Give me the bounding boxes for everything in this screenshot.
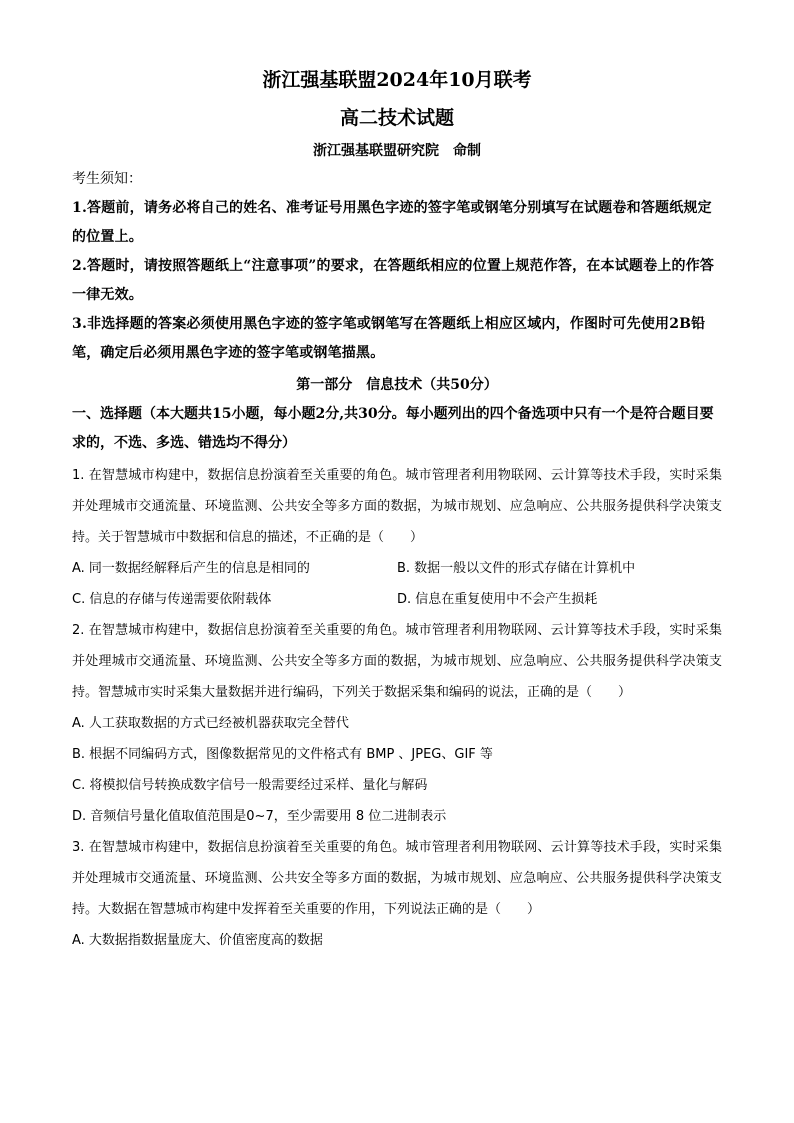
question-1-option-a: A. 同一数据经解释后产生的信息是相同的: [72, 561, 310, 576]
question-3-stem: 3. 在智慧城市构建中，数据信息扮演着至关重要的角色。城市管理者利用物联网、云计算等技术手段，实时采集并处理城市交通流量、环境监测、公共安全等多方面的数据，为城市规划、应急响应、公共服务提供科学决策支持。大数据在智慧城市构建中发挥着至关重要的作用，下列说法正确的是（ ）: [72, 840, 722, 917]
question-1-option-d: D. 信息在重复使用中不会产生损耗: [397, 592, 598, 607]
question-2-option-d: D. 音频信号量化值取值范围是0~7，至少需要用 8 位二进制表示: [72, 809, 447, 824]
exam-author: 浙江强基联盟研究院 命制: [313, 143, 481, 159]
question-1-options-row-2: [72, 584, 722, 615]
question-1-option-b: B. 数据一般以文件的形式存储在计算机中: [397, 561, 636, 576]
notice-item-3: 3.非选择题的答案必须使用黑色字迹的签字笔或钢笔写在答题纸上相应区域内，作图时可先使用2B铅笔，确定后必须用黑色字迹的签字笔或钢笔描黑。: [72, 316, 706, 361]
question-1-options-row-1: [72, 553, 722, 584]
notice-heading: 考生须知：: [72, 171, 142, 187]
question-3-option-a: A. 大数据指数据量庞大、价值密度高的数据: [72, 933, 323, 948]
question-2-option-b: B. 根据不同编码方式，图像数据常见的文件格式有 BMP 、JPEG、GIF 等: [72, 747, 493, 762]
exam-page: [72, 66, 722, 956]
exam-title: 浙江强基联盟2024年10月联考: [262, 69, 532, 91]
notice-item-1: 1.答题前，请务必将自己的姓名、准考证号用黑色字迹的签字笔或钢笔分别填写在试题卷和答题纸规定的位置上。: [72, 200, 712, 245]
exam-subject: 高二技术试题: [339, 107, 454, 129]
part-title: 第一部分 信息技术（共50分）: [296, 377, 498, 393]
question-1-option-c: C. 信息的存储与传递需要依附载体: [72, 592, 272, 607]
section-title: 一、选择题（本大题共15小题，每小题2分,共30分。每小题列出的四个备选项中只有一个是符合题目要求的，不选、多选、错选均不得分）: [72, 406, 714, 451]
question-2-option-c: C. 将模拟信号转换成数字信号一般需要经过采样、量化与解码: [72, 778, 428, 793]
notice-item-2: 2.答题时，请按照答题纸上“注意事项”的要求，在答题纸相应的位置上规范作答，在本试题卷上的作答一律无效。: [72, 258, 715, 303]
question-2-option-a: A. 人工获取数据的方式已经被机器获取完全替代: [72, 716, 349, 731]
question-1-stem: 1. 在智慧城市构建中，数据信息扮演着至关重要的角色。城市管理者利用物联网、云计算等技术手段，实时采集并处理城市交通流量、环境监测、公共安全等多方面的数据，为城市规划、应急响应、公共服务提供科学决策支持。关于智慧城市中数据和信息的描述，不正确的是（ ）: [72, 468, 722, 545]
question-2-stem: 2. 在智慧城市构建中，数据信息扮演着至关重要的角色。城市管理者利用物联网、云计算等技术手段，实时采集并处理城市交通流量、环境监测、公共安全等多方面的数据，为城市规划、应急响应、公共服务提供科学决策支持。智慧城市实时采集大量数据并进行编码，下列关于数据采集和编码的说法，正确的是（ ）: [72, 623, 722, 700]
